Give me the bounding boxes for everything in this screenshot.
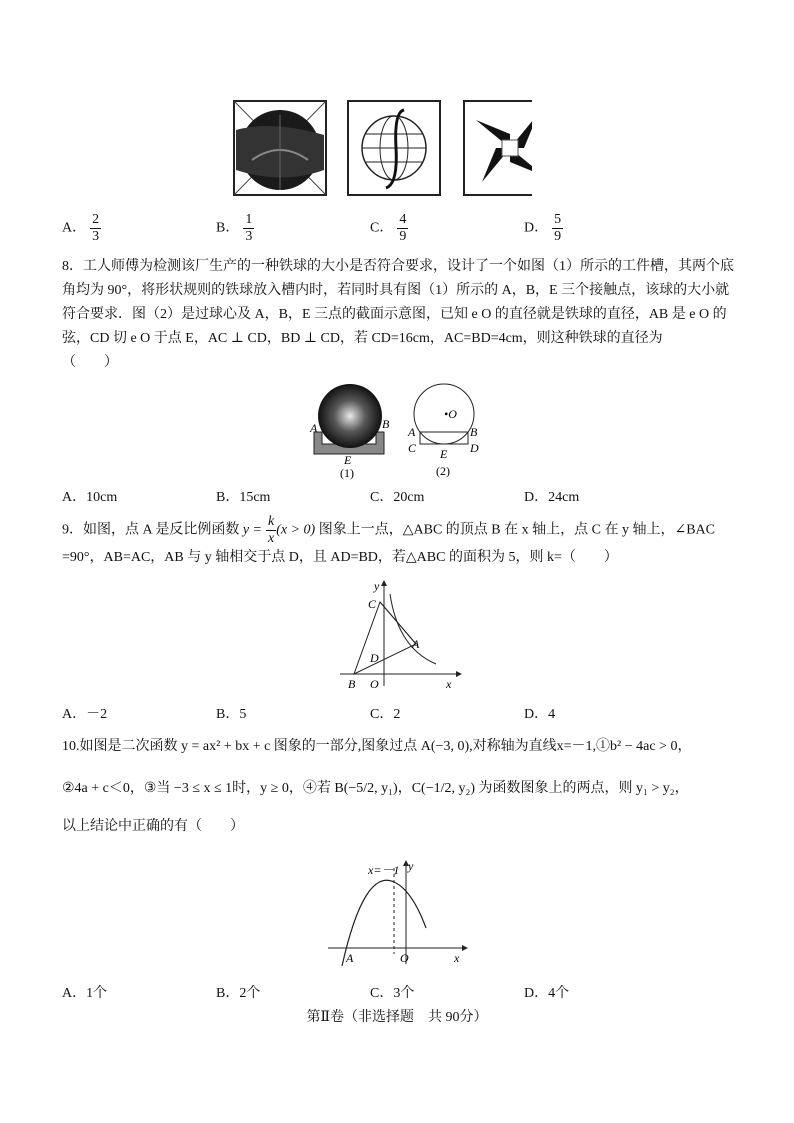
- q8-fig1-label-e: E: [344, 453, 352, 467]
- fraction: $\frac{1}{3}$: [245, 212, 253, 244]
- q10-label-x: x: [454, 951, 460, 965]
- q10-label-axis: x=－1: [368, 863, 400, 877]
- q9-label-c: C: [368, 597, 377, 611]
- q9-option-a[interactable]: A．－2: [62, 707, 108, 722]
- fraction: $\frac{4}{9}$: [399, 212, 407, 244]
- q9-text: 9．如图，点 A 是反比例函数 y = $\frac{k}{x}$ (x > 0) 图象上一点，△ABC 的顶点 B 在 x 轴上，点 C 在 y 轴上，∠BAC =90°，AB=AC，AB 与 y 轴相交于点 D，且 AD=BD，若△ABC 的面积为 5，则 k=（ ）: [62, 514, 715, 565]
- q8-fig2-caption: (2): [436, 464, 450, 478]
- q10-option-a[interactable]: A．1个: [62, 986, 108, 1001]
- q8-fig2-label-o: •O: [444, 407, 457, 421]
- q10-option-c[interactable]: C．3个: [370, 986, 415, 1001]
- q8-option-d[interactable]: D．24cm: [524, 490, 580, 505]
- q9-label-d: D: [370, 651, 379, 665]
- q8-fig2-label-d: D: [470, 441, 479, 455]
- q9-option-c[interactable]: C．2: [370, 707, 401, 722]
- q8-fig1-caption: (1): [340, 466, 354, 480]
- fraction: $\frac{k}{x}$: [268, 514, 275, 546]
- q10-figure: [326, 858, 471, 968]
- q8-figure: [300, 380, 500, 480]
- q8-option-c[interactable]: C．20cm: [370, 490, 425, 505]
- q10-label-a: A: [346, 951, 354, 965]
- q10-label-y: y: [408, 859, 414, 873]
- q8-fig2-label-e: E: [440, 447, 448, 461]
- q9-option-d[interactable]: D．4: [524, 707, 556, 722]
- q8-fig1-label-a: A: [310, 421, 318, 435]
- q8-option-b[interactable]: B．15cm: [216, 490, 271, 505]
- q10-option-b[interactable]: B．2个: [216, 986, 261, 1001]
- q9-label-a: A: [412, 637, 420, 651]
- q10-label-o: O: [400, 951, 409, 965]
- section-title: 第Ⅱ卷（非选择题 共 90分）: [306, 1010, 488, 1025]
- q7-picture-2: [348, 101, 440, 195]
- q7-option-a[interactable]: A． $\frac{2}{3}$: [62, 212, 100, 244]
- q8-figure-2: [407, 384, 479, 478]
- q9-label-b: B: [348, 677, 356, 690]
- q8-option-a[interactable]: A．10cm: [62, 490, 118, 505]
- q8-figure-1: [309, 384, 390, 480]
- q9-label-x: x: [446, 677, 452, 690]
- q7-option-c[interactable]: C． $\frac{4}{9}$: [370, 212, 407, 244]
- q9-option-b[interactable]: B．5: [216, 707, 247, 722]
- q7-option-b[interactable]: B． $\frac{1}{3}$: [216, 212, 253, 244]
- q8-fig2-label-b: B: [470, 425, 478, 439]
- q10-option-d[interactable]: D．4个: [524, 986, 570, 1001]
- q8-text: 8．工人师傅为检测该厂生产的一种铁球的大小是否符合要求，设计了一个如图（1）所示的工件槽，其两个底 角均为 90°，将形状规则的铁球放入槽内时，若同时具有图（1）所示的 A，B，E 三个接触点，该球的大小就 符合要求．图（2）是过球心及 A，B，E 三点的截面示意图，已知 e O 的直径就是铁球的直径，AB 是 e O 的 弦，CD 切 e O 于点 E，AC ⊥ CD，BD ⊥ CD，若 CD=16cm，AC=BD=4cm，则这种铁球的直径为 （ ）: [62, 259, 734, 370]
- q10-text: 10.如图是二次函数 y = ax² + bx + c 图象的一部分,图象过点 A(−3, 0),对称轴为直线x=－1,①b² − 4ac > 0， ②4a + c＜0，③当 −3 ≤ x ≤ 1时，y ≥ 0，④若 B(−5/2, y₁)，C(−1/2, y₂) 为函数图象上的两点，则 y₁ > y₂， 以上结论中正确的有（ ）: [62, 739, 692, 834]
- q8-fig2-label-a: A: [408, 425, 416, 439]
- q9-label-y: y: [374, 579, 380, 593]
- q8-fig1-label-b: B: [382, 417, 390, 431]
- q8-fig2-label-c: C: [408, 441, 417, 455]
- q7-option-d[interactable]: D． $\frac{5}{9}$: [524, 212, 562, 244]
- q9-label-o: O: [370, 677, 379, 690]
- q7-figures: [232, 100, 532, 196]
- q7-picture-1: [234, 101, 326, 195]
- q7-picture-3: [464, 101, 532, 195]
- fraction: $\frac{5}{9}$: [554, 212, 562, 244]
- q9-figure: [336, 578, 466, 690]
- fraction: $\frac{2}{3}$: [92, 212, 100, 244]
